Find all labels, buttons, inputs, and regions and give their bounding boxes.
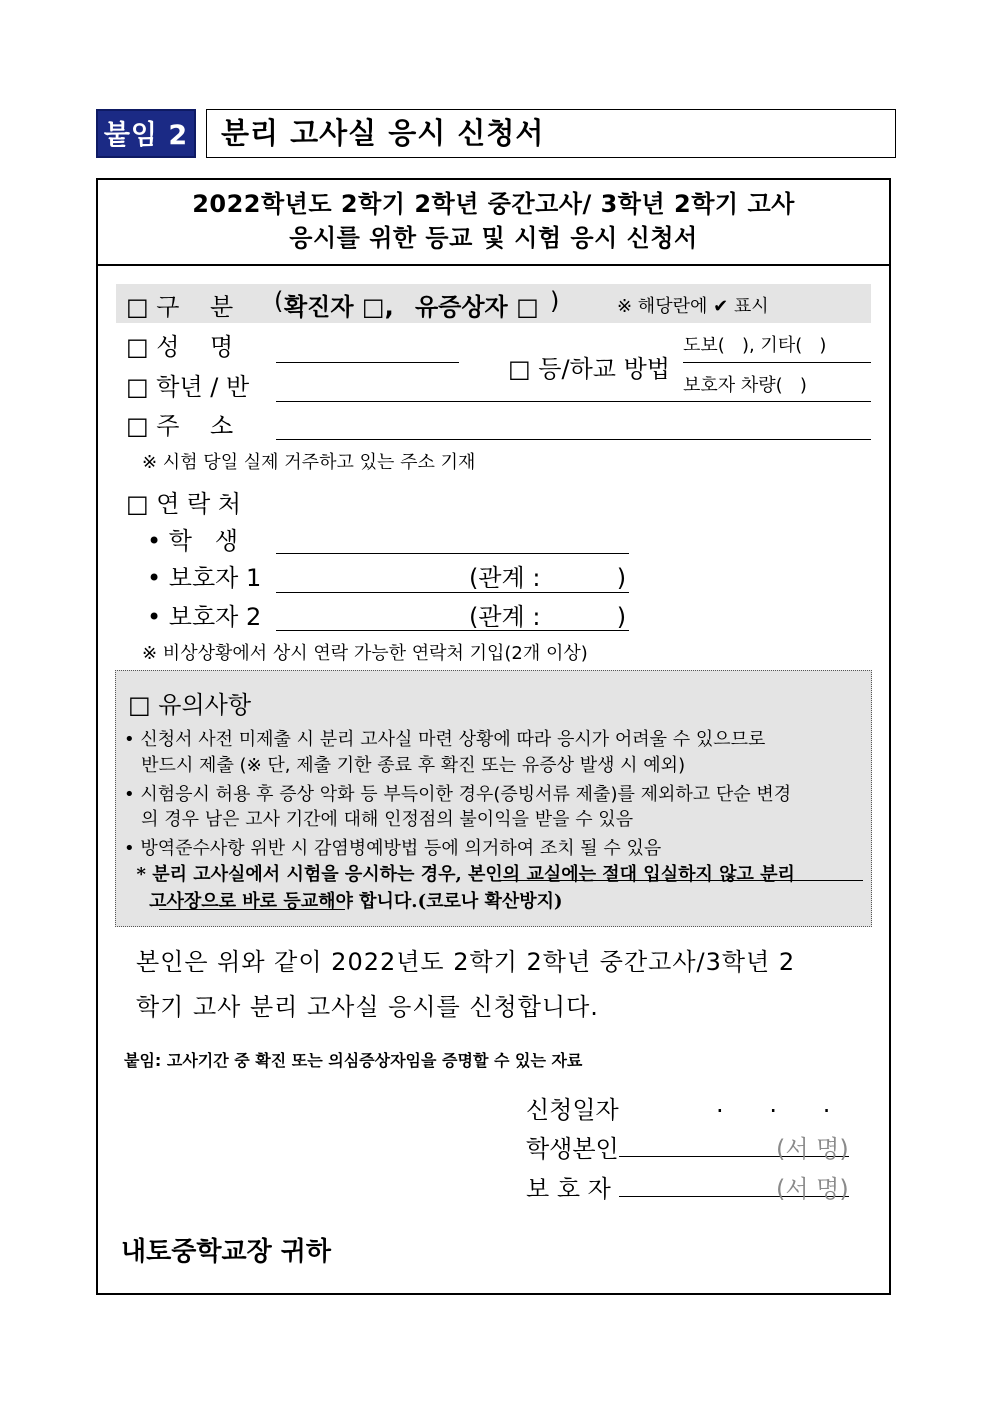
attachment-note: 붙임: 고사기간 중 확진 또는 의심증상자임을 증명할 수 있는 자료 [124,1051,583,1070]
contact-student-label: • 학 생 [147,527,239,555]
contact-guardian1-label: • 보호자 1 [147,564,262,592]
contact-label: □ 연 락 처 [126,490,242,518]
address-note: ※ 시험 당일 실제 거주하고 있는 주소 기재 [142,452,476,473]
category-note: ※ 해당란에 ✔ 표시 [617,296,769,317]
contact-guardian1-relation[interactable]: (관계 : ) [469,564,627,592]
category-label: □ 구 분 [126,293,234,321]
notice-item3: • 방역준수사항 위반 시 감염병예방법 등에 의거하여 조치 될 수 있음 [124,838,662,859]
commute-option-car[interactable]: 보호자 차량( ) [683,375,807,396]
notice-warning-line2: 고사장으로 바로 등교해야 합니다.(코로나 확산방지) [124,891,563,912]
grade-label: □ 학년 / 반 [126,373,250,401]
statement-line1: 본인은 위와 같이 2022년도 2학기 2학년 중간고사/3학년 2 [136,948,796,976]
commute-label: □ 등/하교 방법 [508,355,670,383]
student-sign-label: 학생본인 [526,1135,619,1163]
notice-box [115,670,872,927]
contact-guardian2-field[interactable] [276,630,629,631]
student-sign-text: (서 명) [776,1135,849,1163]
commute-option-walk[interactable]: 도보( ), 기타( ) [683,335,827,356]
form-heading-line2: 응시를 위한 등교 및 시험 응시 신청서 [289,224,698,252]
contact-guardian2-relation[interactable]: (관계 : ) [469,603,627,631]
notice-title: □ 유의사항 [128,691,252,719]
attachment-badge: 붙임 2 [96,109,196,158]
date-label: 신청일자 [526,1096,619,1124]
guardian-sign-text: (서 명) [776,1175,849,1203]
contact-guardian1-field[interactable] [276,592,629,593]
notice-item2-line2: 의 경우 남은 고사 기간에 대해 인정점의 불이익을 받을 수 있음 [124,809,634,830]
notice-item1-line1: • 신청서 사전 미제출 시 분리 고사실 마련 상황에 따라 응시가 어려울 수 있으므로 [124,729,766,750]
name-field[interactable] [276,362,459,363]
form-heading-line1: 2022학년도 2학기 2학년 중간고사/ 3학년 2학기 고사 [192,190,795,218]
date-field[interactable]: . . . [716,1090,831,1118]
contact-guardian2-label: • 보호자 2 [147,603,262,631]
name-label: □ 성 명 [126,333,234,361]
statement-line2: 학기 고사 분리 고사실 응시를 신청합니다. [136,993,599,1021]
guardian-sign-label: 보 호 자 [526,1175,611,1203]
notice-item1-line2: 반드시 제출 (※ 단, 제출 기한 종료 후 확진 또는 유증상 발생 시 예외) [124,755,686,776]
warning-underline-2 [159,909,345,910]
contact-student-field[interactable] [276,553,629,554]
addressee: 내토중학교장 귀하 [121,1237,331,1267]
address-label: □ 주 소 [126,412,234,440]
address-field[interactable] [276,439,871,440]
warning-underline-1 [500,880,863,881]
notice-warning-line1: * 분리 고사실에서 시험을 응시하는 경우, 본인의 교실에는 절대 입실하지 않고 분리 [124,864,795,885]
category-option-confirmed[interactable]: 확진자 □, [284,293,394,321]
category-option-symptomatic[interactable]: 유증상자 □ [415,293,539,321]
category-paren-close: ) [550,287,560,315]
category-paren-open: ( [274,287,284,315]
form-heading [96,178,891,266]
notice-item2-line1: • 시험응시 허용 후 증상 악화 등 부득이한 경우(증빙서류 제출)를 제외하고 단순 변경 [124,784,792,805]
grade-field[interactable] [276,401,871,402]
page-title: 분리 고사실 응시 신청서 [206,109,896,158]
contact-note: ※ 비상상황에서 상시 연락 가능한 연락처 기입(2개 이상) [142,643,588,664]
commute-divider [683,362,871,363]
